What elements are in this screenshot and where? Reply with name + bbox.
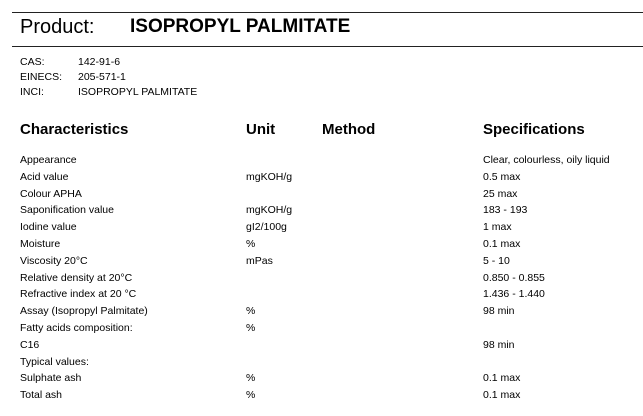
cell-specification: 1.436 - 1.440 — [483, 288, 545, 301]
identifier-value: 142-91-6 — [78, 56, 121, 68]
cell-specification: 98 min — [483, 338, 515, 351]
cell-characteristic: Typical values: — [20, 355, 89, 368]
cell-unit: % — [246, 389, 256, 402]
cell-unit: % — [246, 372, 256, 385]
cell-specification: 0.1 max — [483, 237, 521, 250]
identifier-key: EINECS: — [20, 71, 63, 83]
table-row — [0, 372, 643, 389]
cell-unit: mgKOH/g — [246, 170, 293, 183]
cell-characteristic: Acid value — [20, 170, 69, 183]
identifier-value: ISOPROPYL PALMITATE — [78, 86, 198, 98]
product-label: Product: — [20, 16, 95, 38]
table-row — [0, 238, 643, 255]
table-row — [0, 204, 643, 221]
table-row — [0, 356, 643, 373]
cell-characteristic: Iodine value — [20, 221, 77, 234]
header-divider — [12, 46, 643, 47]
table-row — [0, 339, 643, 356]
cell-unit: % — [246, 321, 256, 334]
header-characteristics: Characteristics — [20, 121, 129, 138]
cell-characteristic: Moisture — [20, 237, 61, 250]
identifier-key: CAS: — [20, 56, 45, 68]
top-divider — [12, 12, 643, 13]
cell-characteristic: Assay (Isopropyl Palmitate) — [20, 305, 148, 318]
table-row — [0, 154, 643, 171]
cell-characteristic: Sulphate ash — [20, 372, 82, 385]
cell-specification: 25 max — [483, 187, 518, 200]
identifier-value: 205-571-1 — [78, 71, 126, 83]
header-method: Method — [322, 121, 376, 138]
cell-characteristic: Saponification value — [20, 204, 114, 217]
table-row — [0, 272, 643, 289]
cell-unit: mgKOH/g — [246, 204, 293, 217]
cell-specification: 0.1 max — [483, 372, 521, 385]
cell-specification: 0.1 max — [483, 389, 521, 402]
cell-specification: Clear, colourless, oily liquid — [483, 154, 610, 166]
table-row — [0, 305, 643, 322]
table-header — [0, 121, 643, 141]
cell-characteristic: Refractive index at 20 °C — [20, 288, 137, 301]
table-row — [0, 255, 643, 272]
cell-unit: gI2/100g — [246, 221, 287, 234]
cell-characteristic: Viscosity 20°C — [20, 254, 88, 267]
table-row — [0, 171, 643, 188]
table-row — [0, 389, 643, 406]
cell-specification: 5 - 10 — [483, 254, 510, 267]
header-specifications: Specifications — [483, 121, 585, 138]
cell-specification: 0.5 max — [483, 170, 521, 183]
cell-unit: mPas — [246, 254, 273, 267]
cell-characteristic: Fatty acids composition: — [20, 321, 133, 334]
product-name: ISOPROPYL PALMITATE — [130, 16, 351, 37]
header-unit: Unit — [246, 121, 276, 138]
table-row — [0, 188, 643, 205]
cell-specification: 0.850 - 0.855 — [483, 271, 545, 284]
cell-characteristic: C16 — [20, 338, 40, 351]
cell-characteristic: Appearance — [20, 154, 77, 166]
cell-specification: 1 max — [483, 221, 512, 234]
cell-characteristic: Relative density at 20°C — [20, 271, 133, 284]
cell-specification: 98 min — [483, 305, 515, 318]
table-row — [0, 322, 643, 339]
cell-characteristic: Colour APHA — [20, 187, 82, 200]
identifier-key: INCI: — [20, 86, 44, 98]
table-row — [0, 288, 643, 305]
cell-characteristic: Total ash — [20, 389, 63, 402]
spec-table-body — [0, 154, 643, 406]
table-row — [0, 221, 643, 238]
cell-specification: 183 - 193 — [483, 204, 528, 217]
cell-unit: % — [246, 237, 256, 250]
cell-unit: % — [246, 305, 256, 318]
